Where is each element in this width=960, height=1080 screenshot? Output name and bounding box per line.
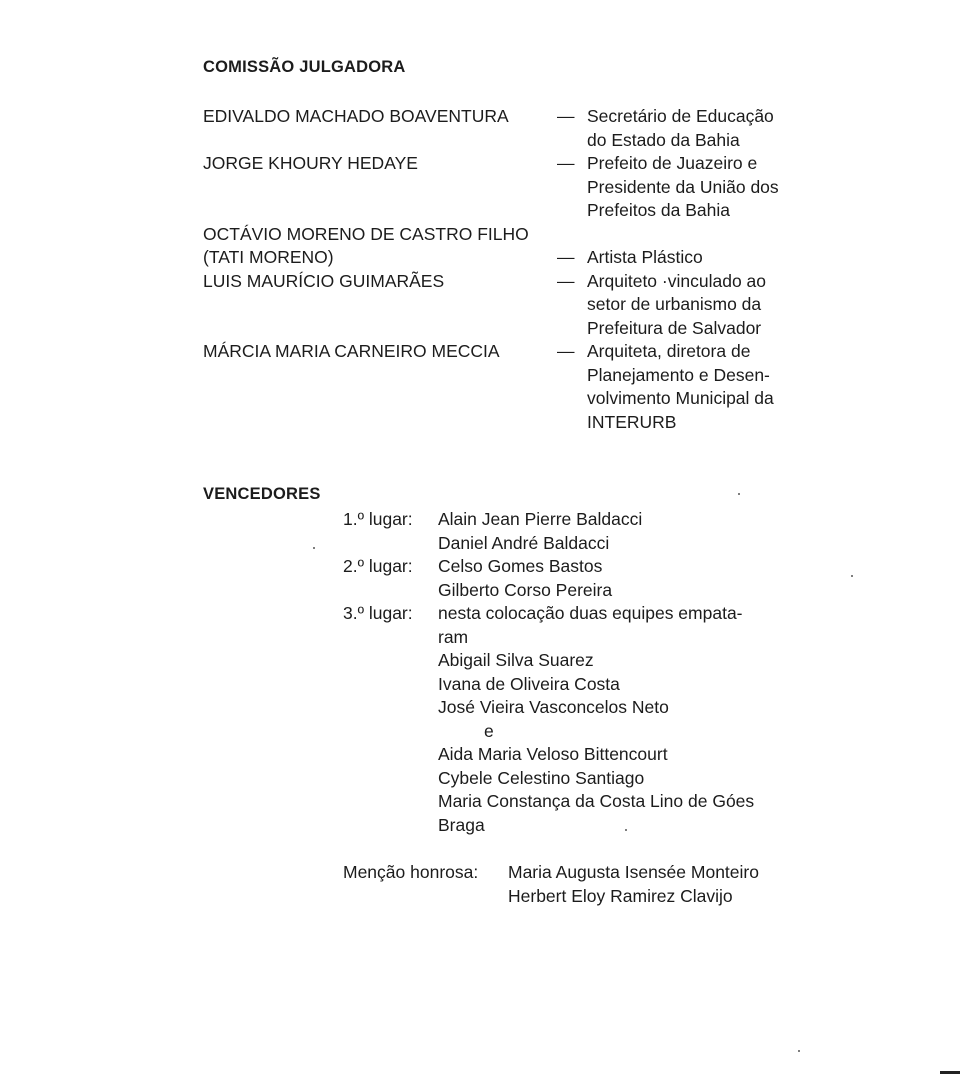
member-name: MÁRCIA MARIA CARNEIRO MECCIA — [203, 341, 500, 361]
place-first — [343, 508, 823, 555]
member-name: LUIS MAURÍCIO GUIMARÃES — [203, 270, 445, 291]
scan-edge-mark — [940, 1071, 960, 1074]
jury-member — [203, 340, 823, 434]
winners-list — [343, 508, 823, 837]
place-names: Celso Gomes Bastos Gilberto Corso Pereira — [438, 556, 613, 600]
member-role: Prefeito de Juazeiro e Presidente da União dos Prefeitos da Bahia — [587, 153, 779, 220]
place-third — [343, 602, 823, 837]
honorable-mention — [343, 861, 823, 908]
place-label: 1.º lugar: — [343, 509, 413, 529]
place-second — [343, 555, 823, 602]
dash: — — [557, 106, 575, 126]
jury-member — [203, 105, 823, 152]
scan-speck — [313, 547, 315, 549]
scan-speck — [738, 493, 740, 495]
place-label: 2.º lugar: — [343, 556, 413, 576]
member-role: Artista Plástico — [587, 247, 703, 267]
scan-speck — [625, 829, 627, 831]
dash: — — [557, 153, 575, 173]
dash: — — [557, 341, 575, 361]
jury-member — [203, 270, 823, 341]
jury-list — [203, 105, 823, 434]
dash: — — [557, 247, 575, 267]
place-label: 3.º lugar: — [343, 603, 413, 623]
member-name: EDIVALDO MACHADO BOAVENTURA — [203, 106, 509, 126]
member-role: Arquiteto ·vinculado ao setor de urbanismo da Prefeitura de Salvador — [587, 270, 766, 338]
comissao-heading: COMISSÃO JULGADORA — [203, 58, 406, 76]
scan-speck — [798, 1050, 800, 1052]
vencedores-heading: VENCEDORES — [203, 485, 321, 503]
mention-names: Maria Augusta Isensée Monteiro Herbert Eloy Ramirez Clavijo — [508, 862, 759, 906]
jury-member — [203, 223, 823, 270]
jury-member — [203, 152, 823, 223]
member-name: OCTÁVIO MORENO DE CASTRO FILHO (TATI MORENO) — [203, 223, 529, 267]
place-names: Alain Jean Pierre Baldacci Daniel André Baldacci — [438, 509, 643, 553]
place-names: nesta colocação duas equipes empata- ram Abigail Silva Suarez Ivana de Oliveira Costa José Vieira Vasconcelos Neto e Aida Maria Veloso Bittencourt Cybele Celestino Santiago Maria Constança da Costa Lino de Góes Braga — [438, 603, 755, 835]
dash: — — [557, 270, 575, 291]
member-name: JORGE KHOURY HEDAYE — [203, 153, 418, 173]
mention-label: Menção honrosa: — [343, 862, 479, 882]
member-role: Arquiteta, diretora de Planejamento e Desen- volvimento Municipal da INTERURB — [587, 341, 774, 432]
scan-speck — [851, 575, 853, 577]
member-role: Secretário de Educação do Estado da Bahia — [587, 106, 774, 150]
